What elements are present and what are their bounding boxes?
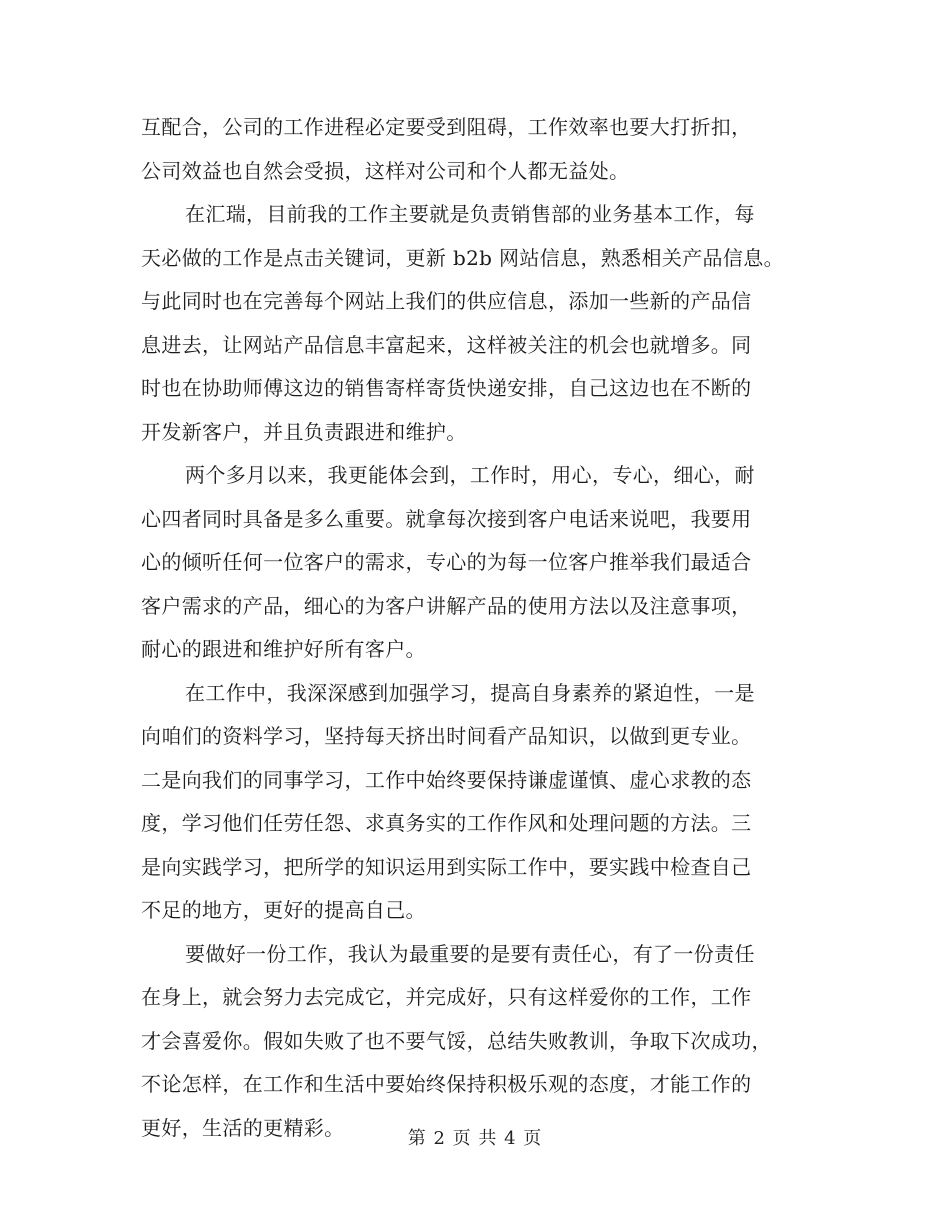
text-line: 不论怎样，在工作和生活中要始终保持积极乐观的态度，才能工作的 (141, 1072, 752, 1096)
document-body (141, 106, 809, 1150)
text-line: 与此同时也在完善每个网站上我们的供应信息，添加一些新的产品信 (141, 289, 752, 313)
text-line: 不足的地方，更好的提高自己。 (141, 898, 426, 922)
text-line: 两个多月以来，我更能体会到，工作时，用心，专心，细心，耐 (185, 463, 755, 487)
text-line: 二是向我们的同事学习，工作中始终要保持谦虚谨慎、虚心求教的态 (141, 767, 752, 792)
page-footer: 第 2 页 共 4 页 (407, 1128, 543, 1149)
text-line: 更好，生活的更精彩。 (141, 1115, 345, 1140)
text-line: 是向实践学习，把所学的知识运用到实际工作中，要实践中检查自己 (141, 854, 752, 879)
text-line: 要做好一份工作，我认为最重要的是要有责任心，有了一份责任 (185, 941, 755, 966)
text-line: 心的倾听任何一位客户的需求，专心的为每一位客户推举我们最适合 (141, 550, 752, 574)
text-line: 息进去，让网站产品信息丰富起来，这样被关注的机会也就增多。同 (141, 332, 752, 357)
text-line: 公司效益也自然会受损，这样对公司和个人都无益处。 (141, 158, 630, 183)
text-line: 才会喜爱你。假如失败了也不要气馁，总结失败教训，争取下次成功， (141, 1028, 772, 1053)
text-line: 在身上，就会努力去完成它，并完成好，只有这样爱你的工作，工作 (141, 985, 752, 1009)
text-line: 耐心的跟进和维护好所有客户。 (141, 637, 426, 661)
text-line: 时也在协助师傅这边的销售寄样寄货快递安排，自己这边也在不断的 (141, 376, 752, 400)
text-line: 在汇瑞，目前我的工作主要就是负责销售部的业务基本工作，每 (185, 202, 755, 226)
text-line: 在工作中，我深深感到加强学习，提高自身素养的紧迫性，一是 (185, 680, 755, 705)
text-line: 向咱们的资料学习，坚持每天挤出时间看产品知识，以做到更专业。 (141, 724, 752, 748)
text-line: 互配合，公司的工作进程必定要受到阻碍，工作效率也要大打折扣， (141, 115, 752, 139)
text-line: 心四者同时具备是多么重要。就拿每次接到客户电话来说吧，我要用 (141, 506, 752, 531)
text-line: 天必做的工作是点击关键词，更新 b2b 网站信息，熟悉相关产品信息。 (141, 245, 784, 270)
text-line: 度，学习他们任劳任怨、求真务实的工作作风和处理问题的方法。三 (141, 811, 752, 835)
text-line: 开发新客户，并且负责跟进和维护。 (141, 419, 467, 444)
text-line: 客户需求的产品，细心的为客户讲解产品的使用方法以及注意事项， (141, 593, 752, 618)
